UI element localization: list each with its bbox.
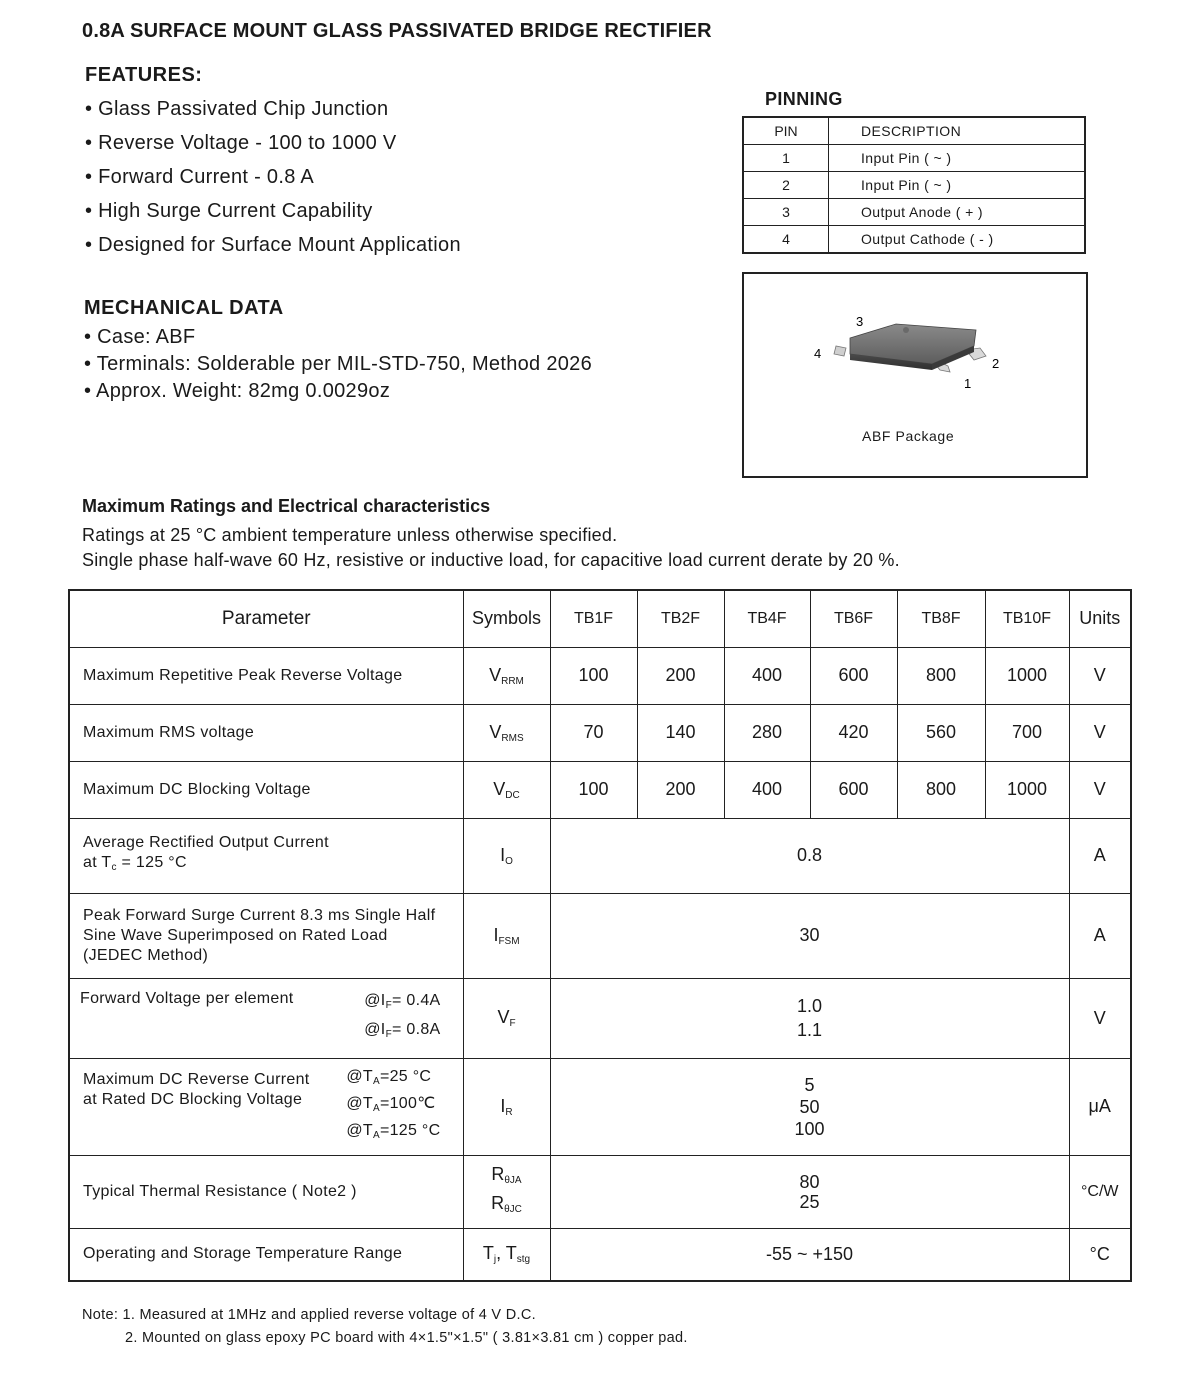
- features-heading: FEATURES:: [85, 64, 203, 86]
- parameter-line: at Rated DC Blocking Voltage: [83, 1091, 303, 1108]
- value-cell: 1000: [985, 761, 1069, 818]
- parameter-subscript: c: [111, 862, 117, 873]
- ratings-heading: Maximum Ratings and Electrical characteristics: [82, 496, 491, 516]
- value-line: 1.0: [796, 996, 823, 1016]
- document-title: 0.8A SURFACE MOUNT GLASS PASSIVATED BRIDGE RECTIFIER: [82, 20, 712, 42]
- symbol-cell: [463, 1155, 550, 1228]
- value-cell: 200: [637, 761, 724, 818]
- pin-label-3: 3: [856, 314, 864, 329]
- parameter-line: Sine Wave Superimposed on Rated Load: [83, 926, 388, 944]
- mechanical-item: • Approx. Weight: 82mg 0.0029oz: [84, 380, 391, 402]
- pin-number: 4: [743, 226, 829, 254]
- value-cell: 600: [810, 761, 897, 818]
- value-cell: 420: [810, 704, 897, 761]
- condition-text: =100℃: [379, 1095, 436, 1112]
- parameter-line: [83, 853, 463, 878]
- symbol-subscript: θJC: [504, 1203, 522, 1215]
- condition-line: [364, 989, 440, 1018]
- model-header: TB8F: [897, 590, 985, 647]
- value-cell: [550, 1058, 1069, 1155]
- model-header: TB1F: [550, 590, 637, 647]
- value-cell: [550, 1155, 1069, 1228]
- model-header: TB10F: [985, 590, 1069, 647]
- symbol-subscript: θJA: [504, 1174, 522, 1186]
- units-header: Units: [1069, 590, 1131, 647]
- pin-description: Input Pin ( ~ ): [829, 145, 1086, 172]
- condition-list: [346, 1066, 440, 1147]
- symbol-cell: [463, 893, 550, 978]
- table-row: [69, 761, 1131, 818]
- condition-subscript: F: [385, 1000, 392, 1011]
- symbol-subscript: FSM: [498, 935, 520, 947]
- parameter-cell: Operating and Storage Temperature Range: [69, 1228, 463, 1281]
- parameter-cell: [69, 818, 463, 893]
- mechanical-item: • Case: ABF: [84, 326, 196, 348]
- pin-label-4: 4: [814, 346, 822, 361]
- feature-item: • Reverse Voltage - 100 to 1000 V: [85, 132, 397, 154]
- symbol-subscript: F: [509, 1018, 516, 1029]
- condition-line: [346, 1120, 440, 1147]
- features-list: [85, 96, 461, 266]
- condition-line: [346, 1066, 440, 1093]
- mechanical-list: [84, 324, 592, 405]
- value-cell: 800: [897, 647, 985, 704]
- condition-list: [364, 989, 440, 1047]
- symbol-text: V: [493, 778, 506, 799]
- parameter-cell: Maximum Repetitive Peak Reverse Voltage: [69, 647, 463, 704]
- symbol-text: I: [493, 924, 499, 945]
- table-row: [69, 1228, 1131, 1281]
- symbol-text: R: [491, 1163, 505, 1184]
- pin-label-2: 2: [992, 356, 1000, 371]
- unit-cell: μA: [1069, 1058, 1131, 1155]
- feature-item: • High Surge Current Capability: [85, 200, 373, 222]
- value-cell: 30: [550, 893, 1069, 978]
- symbol-text: , T: [496, 1243, 517, 1264]
- condition-subscript: A: [372, 1103, 380, 1114]
- value-cell: [550, 978, 1069, 1058]
- parameter-text: Forward Voltage per element: [80, 990, 294, 1007]
- feature-item: • Glass Passivated Chip Junction: [85, 98, 389, 120]
- model-header: TB6F: [810, 590, 897, 647]
- symbol-cell: [463, 978, 550, 1058]
- package-caption: ABF Package: [862, 428, 955, 444]
- symbol-subscript: j: [493, 1254, 497, 1266]
- note-2: 2. Mounted on glass epoxy PC board with 4×1.5"×1.5" ( 3.81×3.81 cm ) copper pad.: [125, 1330, 688, 1346]
- value-cell: 800: [897, 761, 985, 818]
- unit-cell: V: [1069, 761, 1131, 818]
- value-cell: 100: [550, 761, 637, 818]
- note-1: Note: 1. Measured at 1MHz and applied reverse voltage of 4 V D.C.: [82, 1307, 536, 1323]
- desc-col-header: DESCRIPTION: [829, 117, 1086, 145]
- pin-description: Output Anode ( + ): [829, 199, 1086, 226]
- table-row: [69, 818, 1131, 893]
- package-drawing: [744, 274, 1086, 476]
- unit-cell: A: [1069, 818, 1131, 893]
- value-line: 80: [799, 1171, 820, 1192]
- symbol-subscript: RRM: [501, 675, 524, 687]
- condition-text: @I: [364, 1021, 386, 1038]
- value-cell: 600: [810, 647, 897, 704]
- table-row: [69, 893, 1131, 978]
- unit-cell: °C/W: [1069, 1155, 1131, 1228]
- symbol-subscript: stg: [516, 1254, 531, 1266]
- parameter-cell: Maximum DC Blocking Voltage: [69, 761, 463, 818]
- ratings-note-1: Ratings at 25 °C ambient temperature unless otherwise specified.: [82, 525, 618, 545]
- value-cell: 560: [897, 704, 985, 761]
- pinning-heading: PINNING: [765, 89, 843, 109]
- value-cell: 280: [724, 704, 810, 761]
- symbol-line: [464, 1192, 550, 1221]
- symbol-cell: [463, 1228, 550, 1281]
- value-cell: 100: [550, 647, 637, 704]
- condition-subscript: A: [372, 1076, 380, 1087]
- symbol-line: [464, 1163, 550, 1192]
- feature-item: • Designed for Surface Mount Application: [85, 234, 461, 256]
- value-cell: 400: [724, 647, 810, 704]
- unit-cell: V: [1069, 647, 1131, 704]
- pinning-row: [743, 199, 1085, 226]
- parameter-text: at T: [83, 854, 112, 871]
- model-header: TB2F: [637, 590, 724, 647]
- pinning-header-row: [743, 117, 1085, 145]
- symbol-text: V: [497, 1007, 510, 1027]
- pin-description: Output Cathode ( - ): [829, 226, 1086, 254]
- value-line: 50: [799, 1096, 820, 1117]
- value-cell: 400: [724, 761, 810, 818]
- parameter-header: Parameter: [69, 590, 463, 647]
- pinning-table: [742, 116, 1086, 254]
- symbol-text: I: [500, 1095, 506, 1116]
- unit-cell: V: [1069, 978, 1131, 1058]
- condition-subscript: A: [372, 1130, 380, 1141]
- parameter-line: Maximum DC Reverse Current: [83, 1071, 310, 1088]
- condition-text: @T: [346, 1122, 373, 1139]
- symbol-cell: [463, 818, 550, 893]
- parameter-cell: [69, 893, 463, 978]
- feature-item: • Forward Current - 0.8 A: [85, 166, 315, 188]
- table-row: [69, 978, 1131, 1058]
- condition-text: @T: [346, 1068, 373, 1085]
- condition-text: @I: [364, 992, 386, 1009]
- condition-text: = 0.4A: [391, 992, 441, 1009]
- symbol-cell: [463, 704, 550, 761]
- parameter-cell: [69, 1058, 463, 1155]
- parameter-cell: [69, 978, 463, 1058]
- parameter-text: = 125 °C: [116, 854, 187, 871]
- condition-line: [364, 1018, 440, 1047]
- symbol-cell: [463, 761, 550, 818]
- symbol-subscript: R: [505, 1106, 513, 1118]
- parameter-line: Peak Forward Surge Current 8.3 ms Single Half: [83, 906, 436, 924]
- condition-text: =125 °C: [379, 1122, 441, 1139]
- parameter-cell: Typical Thermal Resistance ( Note2 ): [69, 1155, 463, 1228]
- symbol-cell: [463, 647, 550, 704]
- symbol-text: R: [491, 1192, 505, 1213]
- value-cell: 70: [550, 704, 637, 761]
- value-cell: 140: [637, 704, 724, 761]
- table-row: [69, 704, 1131, 761]
- ratings-note-2: Single phase half-wave 60 Hz, resistive or inductive load, for capacitive load current derate by 20 %.: [82, 550, 900, 570]
- unit-cell: A: [1069, 893, 1131, 978]
- condition-text: =25 °C: [379, 1068, 432, 1085]
- condition-line: [346, 1093, 440, 1120]
- pinning-row: [743, 226, 1085, 254]
- pin-description: Input Pin ( ~ ): [829, 172, 1086, 199]
- pin-label-1: 1: [964, 376, 972, 391]
- value-line: 100: [794, 1118, 825, 1139]
- package-figure: [742, 272, 1088, 478]
- symbol-subscript: O: [505, 855, 513, 867]
- value-cell: 700: [985, 704, 1069, 761]
- symbol-subscript: DC: [505, 789, 520, 801]
- value-line: 1.1: [796, 1020, 823, 1040]
- pin-number: 2: [743, 172, 829, 199]
- value-cell: 200: [637, 647, 724, 704]
- value-cell: 1000: [985, 647, 1069, 704]
- symbol-text: V: [489, 721, 502, 742]
- pin-number: 1: [743, 145, 829, 172]
- unit-cell: V: [1069, 704, 1131, 761]
- unit-cell: °C: [1069, 1228, 1131, 1281]
- pin-number: 3: [743, 199, 829, 226]
- condition-text: @T: [346, 1095, 373, 1112]
- value-cell: -55 ~ +150: [550, 1228, 1069, 1281]
- symbol-subscript: RMS: [501, 732, 524, 744]
- model-header: TB4F: [724, 590, 810, 647]
- symbol-text: I: [500, 844, 506, 865]
- pinning-row: [743, 145, 1085, 172]
- symbol-cell: [463, 1058, 550, 1155]
- table-row: [69, 1155, 1131, 1228]
- symbol-text: V: [489, 664, 502, 685]
- ratings-table: [68, 589, 1132, 1282]
- pin-col-header: PIN: [743, 117, 829, 145]
- mechanical-item: • Terminals: Solderable per MIL-STD-750, Method 2026: [84, 353, 593, 375]
- condition-subscript: F: [385, 1029, 392, 1040]
- mechanical-heading: MECHANICAL DATA: [84, 297, 284, 319]
- header-row: [69, 590, 1131, 647]
- symbols-header: Symbols: [463, 590, 550, 647]
- parameter-cell: Maximum RMS voltage: [69, 704, 463, 761]
- table-row: [69, 1058, 1131, 1155]
- table-row: [69, 647, 1131, 704]
- symbol-text: T: [482, 1243, 494, 1264]
- value-cell: 0.8: [550, 818, 1069, 893]
- parameter-line: (JEDEC Method): [83, 946, 209, 964]
- value-line: 5: [804, 1074, 815, 1095]
- condition-text: = 0.8A: [391, 1021, 441, 1038]
- parameter-line: Average Rectified Output Current: [83, 834, 329, 851]
- pinning-row: [743, 172, 1085, 199]
- value-line: 25: [799, 1191, 820, 1212]
